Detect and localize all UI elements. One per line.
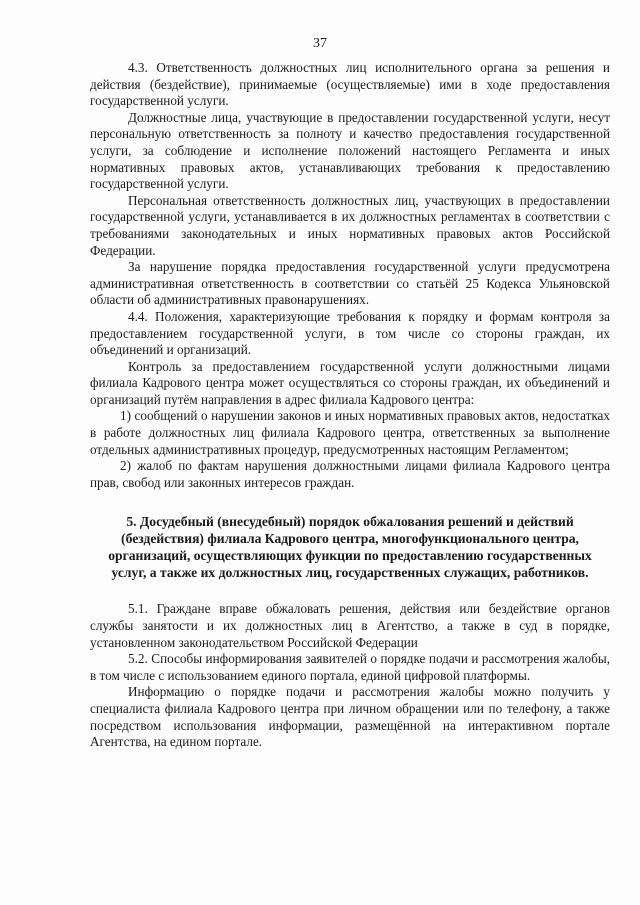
list-item: 2) жалоб по фактам нарушения должностными лицами филиала Кадрового центра прав, свобод или законных интересов граждан. (90, 458, 610, 490)
paragraph-4-3: 4.3. Ответственность должностных лиц исполнительного органа за решения и действия (бездействие), принимаемые (осуществляемые) ими в ходе предоставления государственной услуги. (90, 60, 610, 109)
paragraph: За нарушение порядка предоставления государственной услуги предусмотрена административная ответственность в соответствии со статьёй 25 Кодекса Ульяновской области об административных правонарушениях. (90, 259, 610, 308)
page-number: 37 (313, 36, 327, 51)
paragraph: Информацию о порядке подачи и рассмотрения жалобы можно получить у специалиста филиала Кадрового центра при личном обращении или по телефону, а также посредством использования информации, размещённой на интерактивном портале Агентства, на едином портале. (90, 684, 610, 750)
section-title: 5. Досудебный (внесудебный) порядок обжалования решений и действий (бездействия) филиала Кадрового центра, многофункционального центра, организаций, осуществляющих функции по предоставлению государственных услуг, а также их должностных лиц, государственных служащих, работников. (108, 514, 592, 581)
paragraph: Контроль за предоставлением государственной услуги должностными лицами филиала Кадрового центра может осуществляться со стороны граждан, их объединений и организаций путём направления в адрес филиала Кадрового центра: (90, 358, 610, 407)
document-body (90, 60, 610, 751)
list-item: 1) сообщений о нарушении законов и иных нормативных правовых актов, недостатках в работе должностных лиц филиала Кадрового центра, ответственных за выполнение отдельных административных процедур, предусмотренных настоящим Регламентом; (90, 408, 610, 457)
paragraph-5-1: 5.1. Граждане вправе обжаловать решения, действия или бездействие органов службы занятости и их должностных лиц в Агентство, а также в суд в порядке, установленном законодательством Российской Федерации (90, 601, 610, 650)
paragraph-4-4: 4.4. Положения, характеризующие требования к порядку и формам контроля за предоставлением государственной услуги, в том числе со стороны граждан, их объединений и организаций. (90, 308, 610, 358)
paragraph-5-2: 5.2. Способы информирования заявителей о порядке подачи и рассмотрения жалобы, в том числе с использованием единого портала, единой цифровой платформы. (90, 651, 610, 683)
paragraph: Должностные лица, участвующие в предоставлении государственной услуги, несут персональную ответственность за полноту и качество предоставления государственной услуги, за соблюдение и исполнение положений настоящего Регламента и иных нормативных правовых актов, устанавливающих требования к предоставлению государственной услуги. (90, 109, 610, 192)
paragraph: Персональная ответственность должностных лиц, участвующих в предоставлении государственной услуги, устанавливается в их должностных регламентах в соответствии с требованиями законодательных и иных нормативных правовых актов Российской Федерации. (90, 192, 610, 258)
